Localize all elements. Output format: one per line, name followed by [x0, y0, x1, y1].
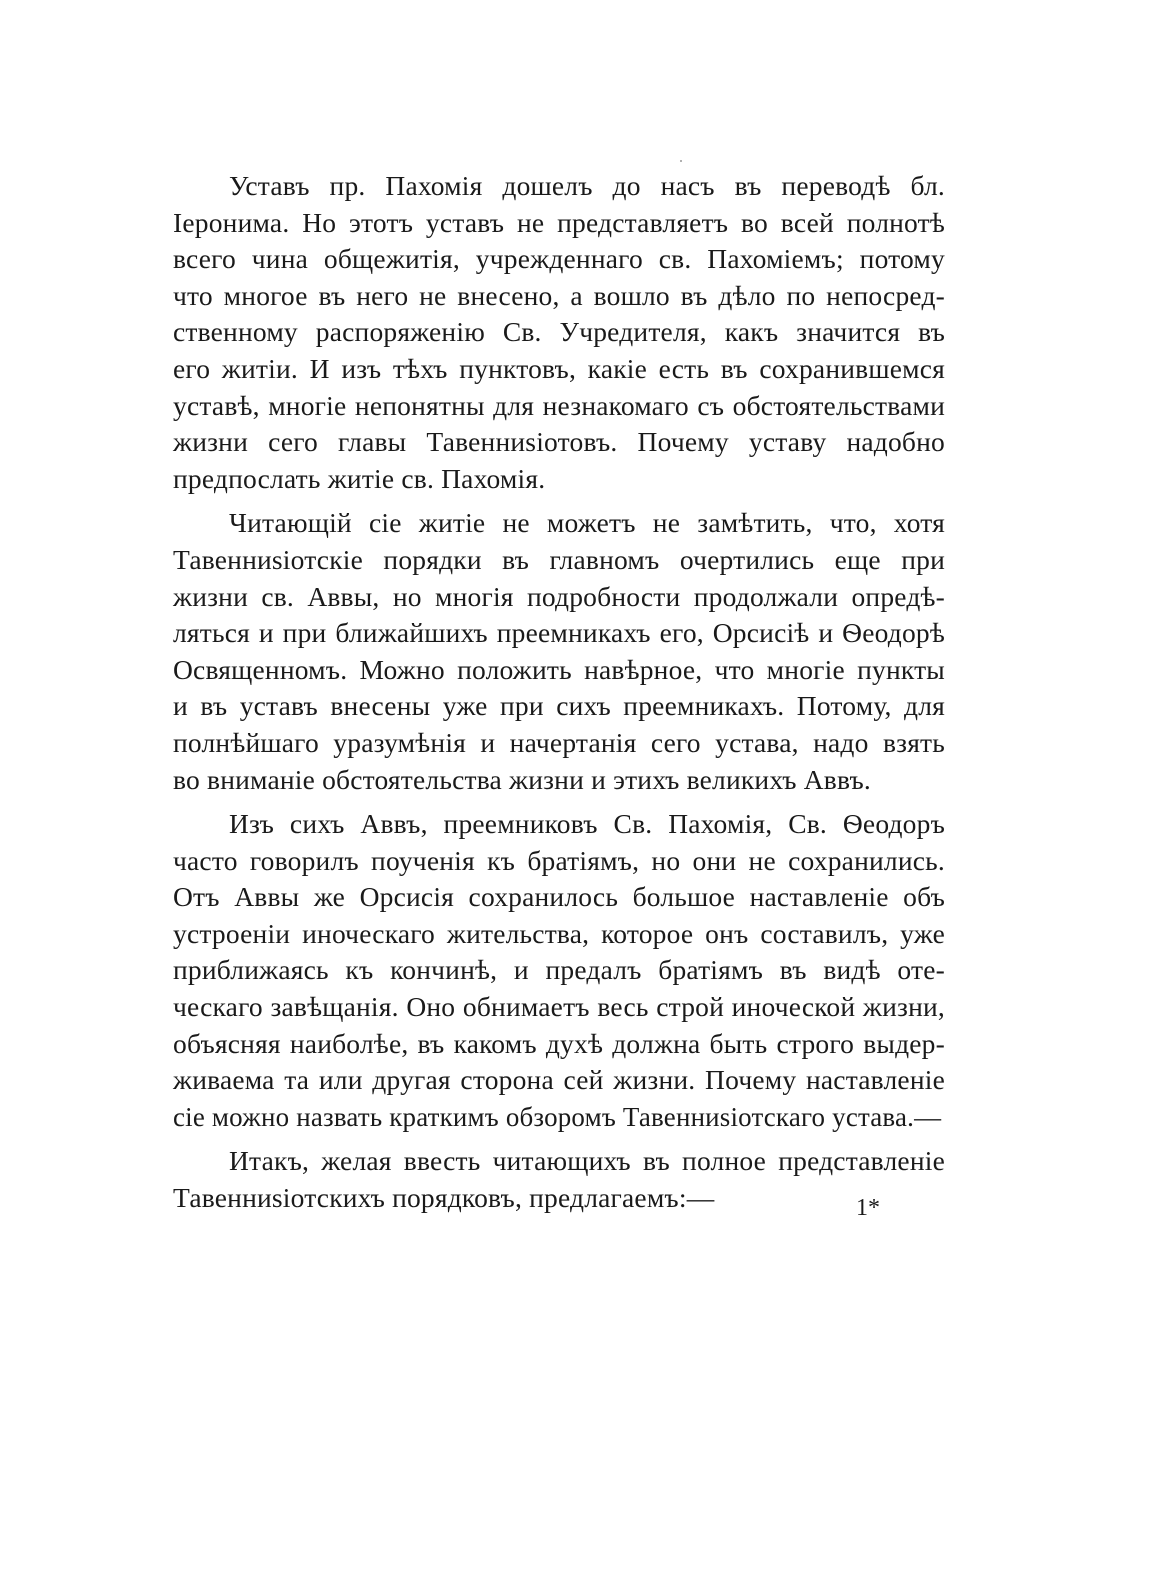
text-line: живаема та или другая сторона сей жизни. Почему наставленіе	[173, 1064, 945, 1096]
text-line: Изъ сихъ Аввъ, преемниковъ Св. Пахомія, Св. Ѳеодоръ	[229, 808, 945, 840]
text-line: Освященномъ. Можно положить навѣрное, что многіе пункты	[173, 653, 945, 685]
text-line: Итакъ, желая ввесть читающихъ въ полное представленіе	[229, 1145, 945, 1177]
text-line: жизни сего главы Тавенниsіотовъ. Почему уставу надобно	[173, 426, 945, 458]
text-line: полнѣйшаго уразумѣнія и начертанія сего устава, надо взять	[173, 726, 945, 758]
text-line: ческаго завѣщанія. Оно обнимаетъ весь строй иноческой жизни,	[173, 991, 945, 1023]
body-text	[173, 168, 945, 1217]
paragraph	[173, 168, 945, 497]
text-line: часто говорилъ поученія къ братіямъ, но они не сохранились.	[173, 844, 945, 876]
text-line: Отъ Аввы же Орсисія сохранилось большое наставленіе объ	[173, 881, 945, 913]
text-line: Тавенниsіотскіе порядки въ главномъ очертились еще при	[173, 543, 945, 575]
text-line: во вниманіе обстоятельства жизни и этихъ великихъ Аввъ.	[173, 763, 871, 795]
text-line: приближаясь къ кончинѣ, и предалъ братіямъ въ видѣ оте-	[173, 954, 945, 986]
text-line: и въ уставъ внесены уже при сихъ преемникахъ. Потому, для	[173, 690, 945, 722]
paragraph	[173, 1143, 945, 1216]
paragraph	[173, 806, 945, 1135]
text-line: устроеніи иноческаго жительства, которое онъ составилъ, уже	[173, 917, 945, 949]
text-line: предпослать житіе св. Пахомія.	[173, 462, 546, 494]
page-number: 1*	[856, 1195, 880, 1221]
text-line: Читающій сіе житіе не можетъ не замѣтить, что, хотя	[229, 507, 945, 539]
scan-speck	[680, 160, 682, 162]
text-line: его житіи. И изъ тѣхъ пунктовъ, какіе есть въ сохранившемся	[173, 352, 945, 384]
text-line: Уставъ пр. Пахомія дошелъ до насъ въ переводѣ бл.	[229, 170, 945, 201]
text-line: что многое въ него не внесено, а вошло въ дѣло по непосред-	[173, 279, 945, 311]
text-line: Тавенниsіотскихъ порядковъ, предлагаемъ:—	[173, 1182, 715, 1214]
text-line: объясняя наиболѣе, въ какомъ духѣ должна быть строго выдер-	[173, 1027, 945, 1059]
text-line: уставѣ, многіе непонятны для незнакомаго съ обстоятельствами	[173, 389, 945, 421]
paragraph	[173, 505, 945, 798]
text-line: ственному распоряженію Св. Учредителя, какъ значится въ	[173, 316, 945, 348]
text-line: ляться и при ближайшихъ преемникахъ его, Орсисіѣ и Ѳеодорѣ	[173, 617, 945, 649]
text-line: сіе можно назвать краткимъ обзоромъ Тавенниsіотскаго устава.—	[173, 1101, 942, 1132]
text-line: всего чина общежитія, учрежденнаго св. Пахоміемъ; потому	[173, 243, 945, 275]
text-line: Іеронима. Но этотъ уставъ не представляетъ во всей полнотѣ	[173, 206, 945, 238]
text-line: жизни св. Аввы, но многія подробности продолжали опредѣ-	[173, 580, 945, 612]
